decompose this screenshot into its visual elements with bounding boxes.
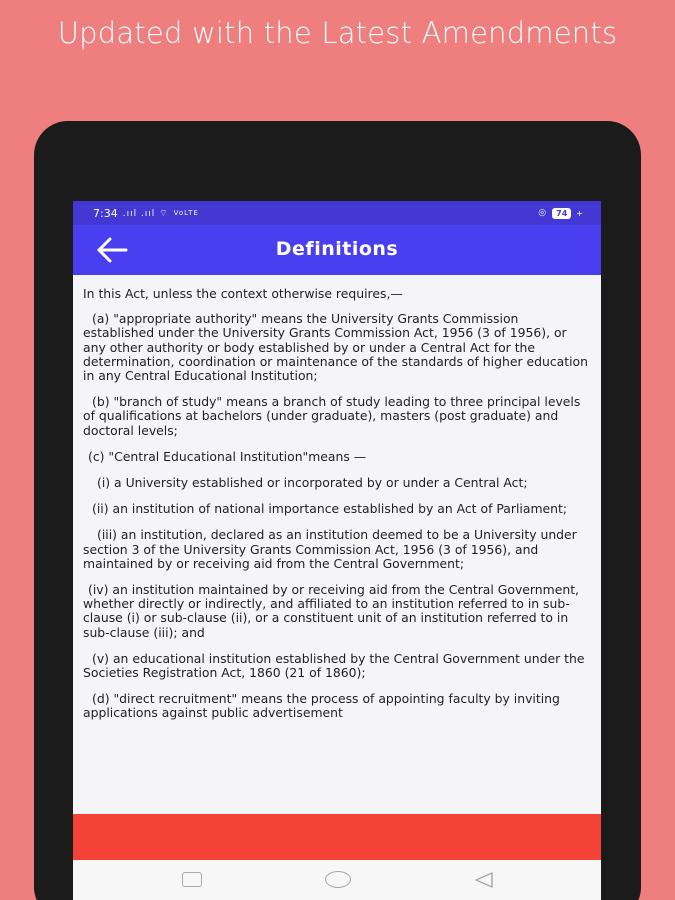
battery-icon: 74 [552, 208, 571, 219]
status-bar [73, 201, 601, 225]
charging-icon: + [576, 208, 583, 218]
app-bar [73, 225, 601, 275]
status-right [538, 208, 583, 219]
signal-icon: .ııl .ııl ⌔ [122, 208, 169, 219]
paragraph: (d) "direct recruitment" means the process of appointing faculty by inviting applications against public advertisement [83, 691, 560, 721]
system-nav-bar [73, 860, 601, 900]
promo-heading: Updated with the Latest Amendments [57, 16, 618, 50]
paragraph: (b) "branch of study" means a branch of study leading to three principal levels of qualifications at bachelors (under graduate), masters (post graduate) and doctoral levels; [83, 394, 581, 438]
app-screen [73, 201, 601, 900]
ad-banner[interactable] [73, 814, 601, 860]
definitions-content[interactable] [73, 275, 601, 814]
volte-label: VoLTE [173, 209, 199, 217]
status-left [93, 207, 199, 220]
paragraph: In this Act, unless the context otherwise requires,— [83, 286, 403, 301]
paragraph: (a) "appropriate authority" means the University Grants Commission established under the University Grants Commission Act, 1956 (3 of 1956), or any other authority or body established by or under a Central Act for the determination, coordination or maintenance of the standards of higher education in any Central Educational Institution; [83, 311, 588, 384]
paragraph: (iii) an institution, declared as an institution deemed to be a University under section 3 of the University Grants Commission Act, 1956 (3 of 1956), and maintained by or receiving aid from the Central Government; [83, 527, 577, 571]
paragraph: (v) an educational institution established by the Central Government under the Societies Registration Act, 1860 (21 of 1860); [83, 650, 585, 681]
paragraph: (ii) an institution of national importance established by an Act of Parliament; [92, 501, 568, 517]
nav-back-icon[interactable] [473, 871, 495, 889]
paragraph: (i) a University established or incorporated by or under a Central Act; [97, 475, 528, 491]
recent-apps-icon[interactable] [182, 872, 202, 887]
paragraph: (c) "Central Educational Institution"means — [88, 448, 367, 464]
hotspot-icon: ◎ [538, 208, 548, 218]
page-title: Definitions [275, 238, 399, 260]
paragraph: (iv) an institution maintained by or receiving aid from the Central Government, whether directly or indirectly, and affiliated to an institution referred to in sub-clause (i) or sub-clause (ii), or a constituent unit of an institution referred to in sub-clause (iii); and [83, 582, 579, 640]
status-time: 7:34 [93, 206, 118, 220]
home-icon[interactable] [325, 871, 351, 888]
